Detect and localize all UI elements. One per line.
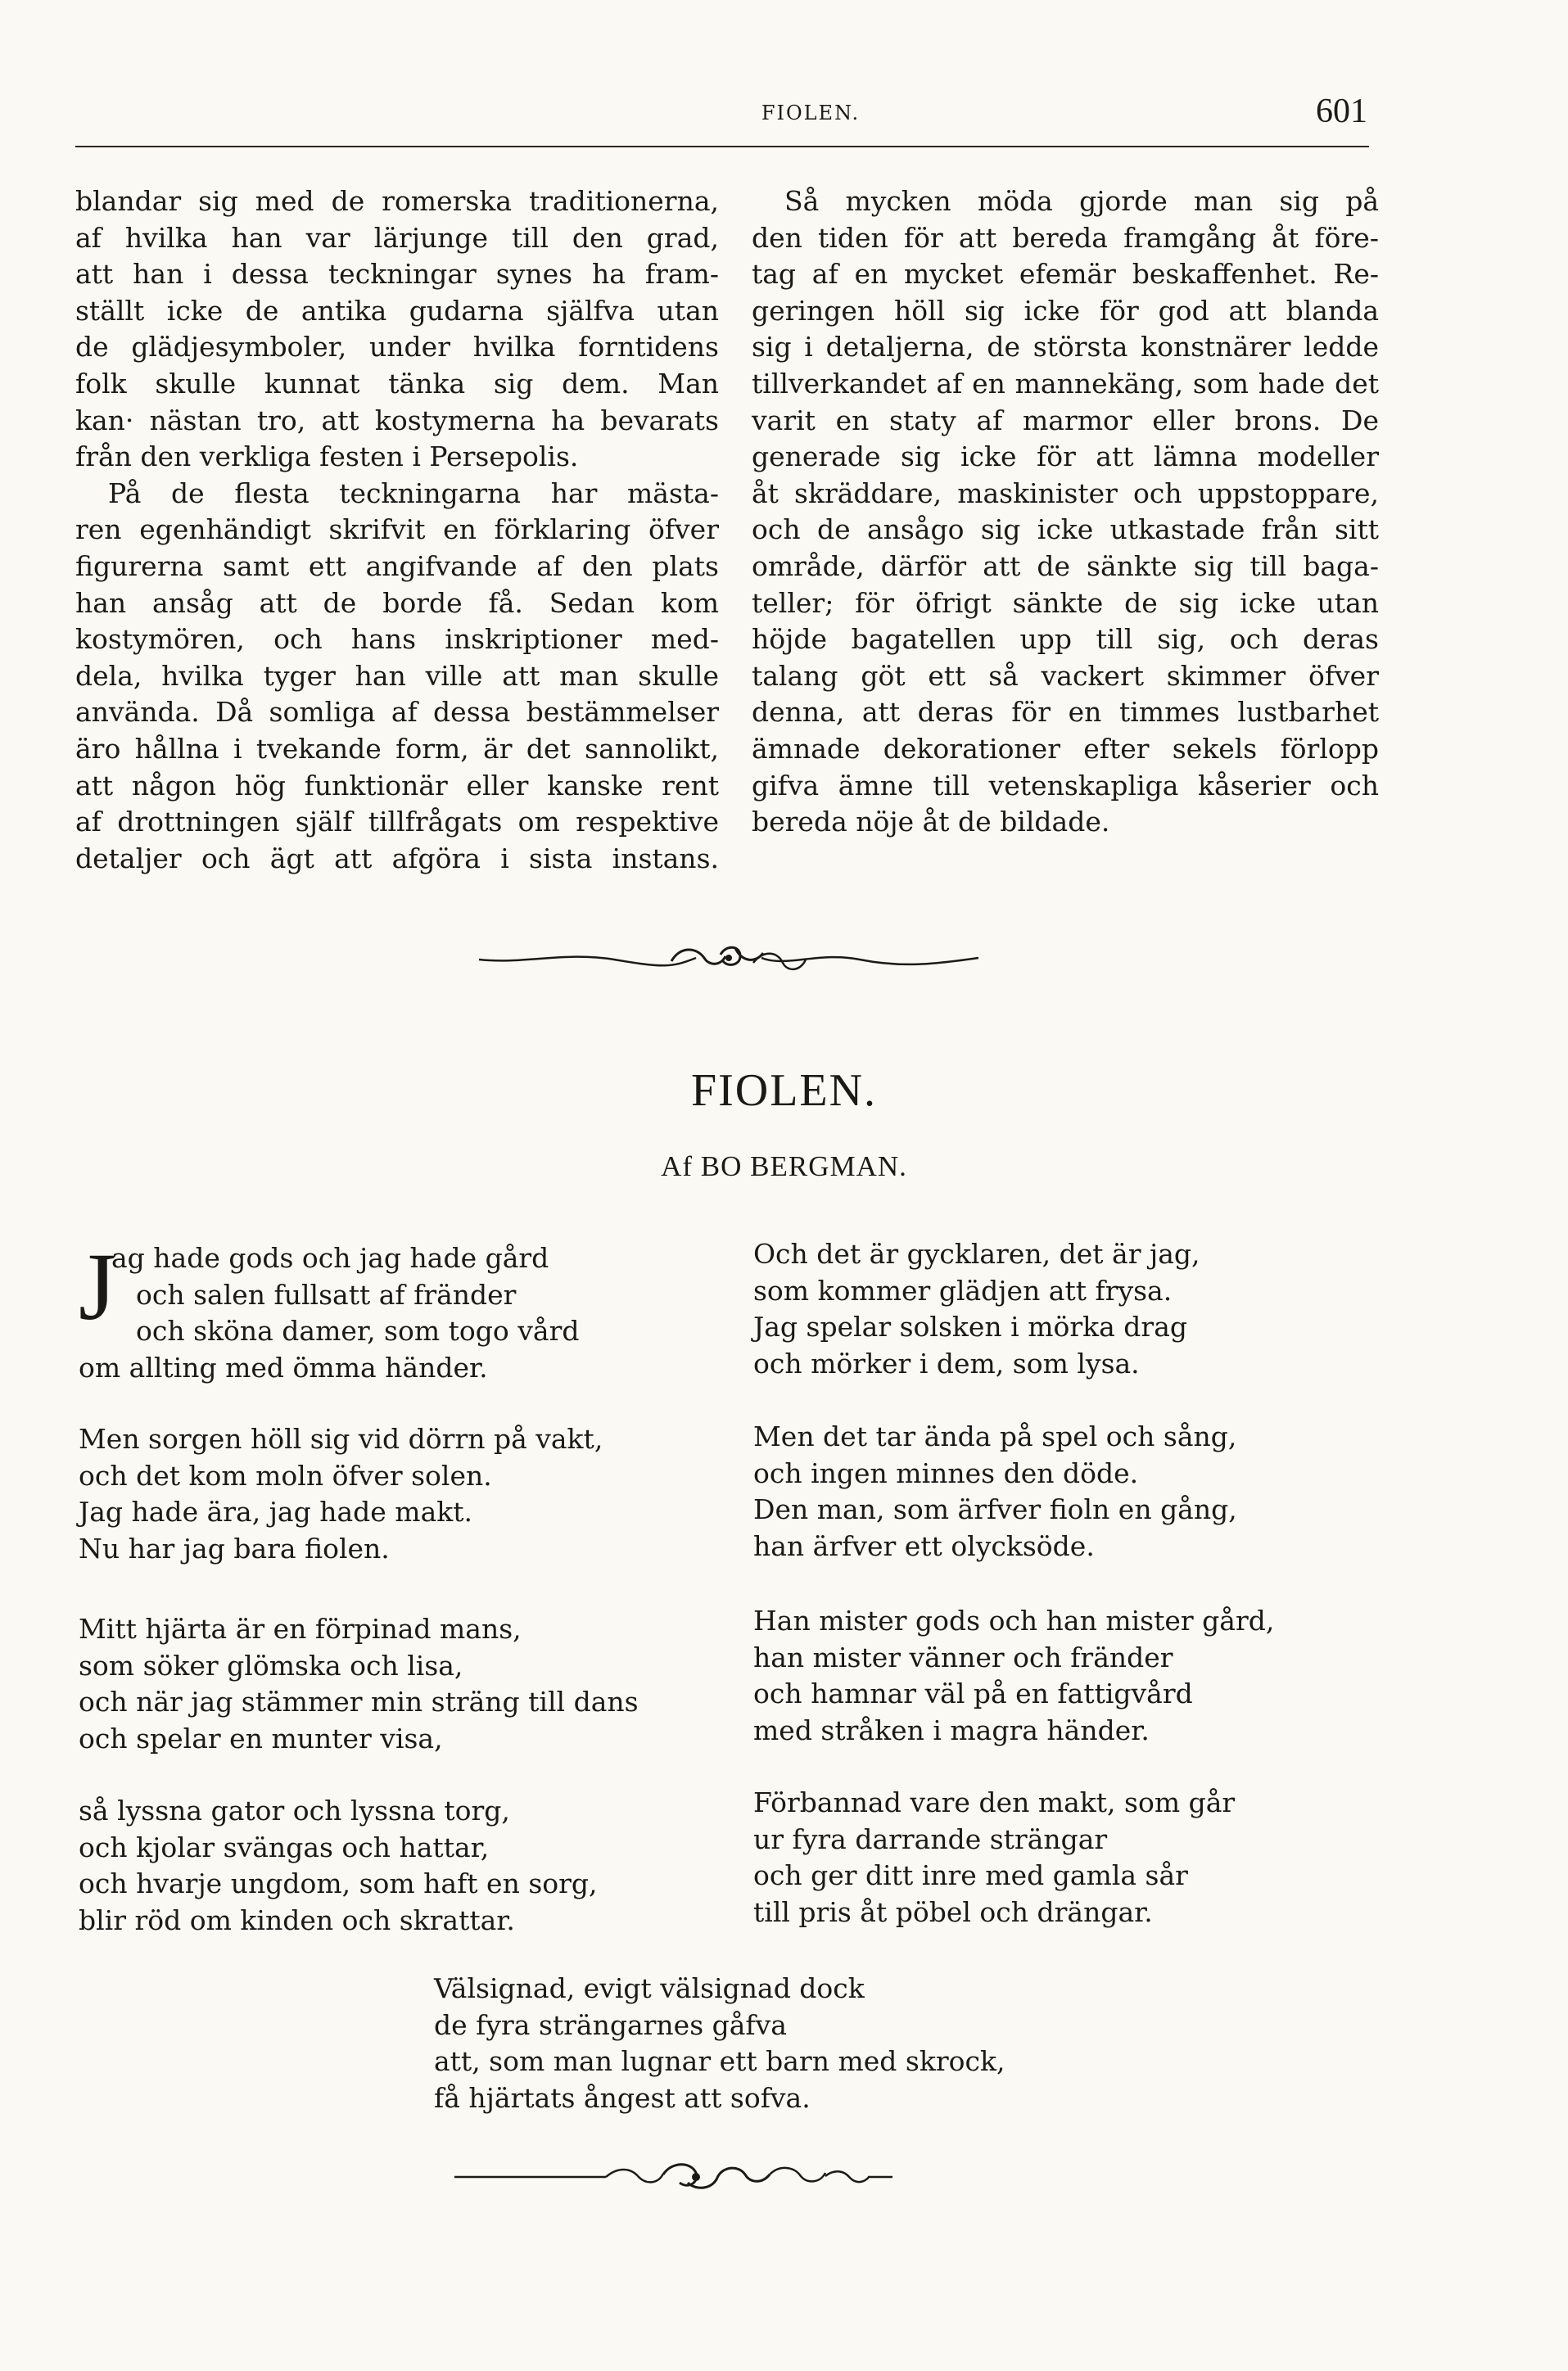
page-number: 601 [1316, 93, 1367, 130]
paragraph [75, 183, 719, 476]
verse-line: Välsignad, evigt välsignad dock [434, 1972, 865, 2004]
poem-stanza [79, 1233, 580, 1386]
poem-stanza [79, 1611, 639, 1757]
poem-stanza [753, 1419, 1237, 1565]
verse-line: så lyssna gator och lyssna torg, [79, 1795, 510, 1827]
verse-line: han ärfver ett olycksöde. [753, 1529, 1095, 1562]
poem-author: Af BO BERGMAN. [661, 1150, 907, 1182]
section-divider-ornament [475, 940, 983, 976]
text-line: ämnade dekorationer efter sekels förlopp [752, 732, 1379, 765]
text-line: område, därför att de sänkte sig till baga- [752, 549, 1379, 582]
text-line: geringen höll sig icke för god att blanda [752, 294, 1379, 327]
text-line: af hvilka han var lärjunge till den grad, [75, 221, 719, 254]
verse-line: och när jag stämmer min sträng till dans [79, 1686, 639, 1718]
text-line: Så mycken möda gjorde man sig på [784, 185, 1379, 217]
text-line: af drottningen själf tillfrågats om respektive [75, 806, 719, 838]
text-line: På de flesta teckningarna har mästa- [108, 476, 719, 509]
poem-stanza [79, 1793, 598, 1939]
article-left-column [75, 183, 719, 877]
verse-line: och salen fullsatt af fränder [136, 1278, 517, 1311]
text-line: varit en staty af marmor eller brons. De [752, 404, 1379, 436]
verse-line: och kjolar svängas och hattar, [79, 1831, 490, 1863]
verse-line: ur fyra darrande strängar [753, 1822, 1108, 1855]
text-line: att någon hög funktionär eller kanske rent [75, 769, 719, 802]
text-line: kan· nästan tro, att kostymerna ha bevarats [75, 404, 719, 436]
verse-line: Förbannad vare den makt, som går [753, 1786, 1236, 1818]
verse-line: och det kom moln öfver solen. [79, 1459, 492, 1492]
poem-stanza [753, 1785, 1235, 1931]
verse-line: Jag hade ära, jag hade makt. [79, 1496, 472, 1528]
verse-line: de fyra strängarnes gåfva [434, 2008, 787, 2041]
text-line: sig i detaljerna, de största konstnärer ledde [752, 331, 1379, 364]
text-line: detaljer och ägt att afgöra i sista instans. [75, 842, 719, 874]
text-line: dela, hvilka tyger han ville att man skulle [75, 659, 719, 692]
verse-line: och hamnar väl på en fattigvård [753, 1678, 1193, 1709]
text-line: bereda nöje åt de bildade. [752, 806, 1110, 838]
text-line: använda. Då somliga af dessa bestämmelser [75, 696, 719, 729]
verse-line: han mister vänner och fränder [753, 1641, 1173, 1673]
article-right-column [752, 183, 1379, 841]
text-line: äro hållna i tvekande form, är det sannolikt, [75, 732, 719, 765]
verse-line: och ger ditt inre med gamla sår [753, 1859, 1188, 1891]
verse-line: och sköna damer, som togo vård [136, 1315, 580, 1347]
verse-line: till pris åt pöbel och drängar. [753, 1895, 1153, 1928]
text-line: talang göt ett så vackert skimmer öfver [752, 659, 1379, 692]
verse-line: Den man, som ärfver fioln en gång, [753, 1493, 1237, 1525]
text-line: figurerna samt ett angifvande af den plats [75, 549, 719, 582]
poem-stanza [753, 1603, 1274, 1749]
verse-line: som kommer glädjen att frysa. [753, 1274, 1173, 1307]
text-line: folk skulle kunnat tänka sig dem. Man [75, 367, 719, 400]
drop-cap: J [79, 1233, 116, 1340]
text-line: kostymören, och hans inskriptioner med- [75, 623, 719, 656]
end-ornament [450, 2158, 974, 2196]
text-line: han ansåg att de borde få. Sedan kom [75, 586, 719, 619]
header-rule [75, 146, 1369, 147]
verse-line: Jag spelar solsken i mörka drag [753, 1311, 1187, 1343]
poem-stanza [753, 1236, 1200, 1382]
verse-line: att, som man lugnar ett barn med skrock, [434, 2045, 1005, 2077]
text-line: tag af en mycket efemär beskaffenhet. Re- [752, 258, 1379, 291]
verse-line: och spelar en munter visa, [79, 1722, 443, 1755]
text-line: höjde bagatellen upp till sig, och deras [752, 623, 1379, 656]
text-line: generade sig icke för att lämna modeller [752, 440, 1379, 473]
text-line: att han i dessa teckningar synes ha fram- [75, 258, 719, 291]
text-line: tillverkandet af en mannekäng, som hade det [752, 367, 1379, 400]
verse-line: ag hade gods och jag hade gård [111, 1242, 549, 1274]
verse-line: och ingen minnes den döde. [753, 1456, 1139, 1489]
text-line: ren egenhändigt skrifvit en förklaring öfver [75, 513, 719, 546]
verse-line: med stråken i magra händer. [753, 1714, 1150, 1746]
text-line: åt skräddare, maskinister och uppstoppare, [752, 476, 1379, 509]
verse-line: om allting med ömma händer. [79, 1351, 488, 1384]
text-line: denna, att deras för en timmes lustbarhet [752, 696, 1379, 729]
text-line: blandar sig med de romerska traditionerna, [75, 185, 719, 217]
verse-line: och mörker i dem, som lysa. [753, 1347, 1140, 1380]
verse-line: Nu har jag bara fiolen. [79, 1532, 390, 1565]
paragraph [75, 476, 719, 878]
poem-stanza [79, 1421, 603, 1567]
verse-line: Och det är gycklaren, det är jag, [753, 1238, 1200, 1270]
poem-title: FIOLEN. [690, 1065, 878, 1116]
poem-stanza [434, 1971, 1005, 2116]
verse-line: och hvarje ungdom, som haft en sorg, [79, 1867, 598, 1899]
verse-line: som söker glömska och lisa, [79, 1649, 463, 1682]
verse-line: blir röd om kinden och skrattar. [79, 1904, 515, 1936]
verse-line: Men det tar ända på spel och sång, [753, 1420, 1237, 1452]
text-line: från den verkliga festen i Persepolis. [75, 440, 579, 473]
text-line: gifva ämne till vetenskapliga kåserier och [752, 769, 1379, 802]
verse-line: Men sorgen höll sig vid dörrn på vakt, [79, 1423, 603, 1455]
text-line: den tiden för att bereda framgång åt före- [752, 221, 1379, 254]
text-line: de glädjesymboler, under hvilka forntidens [75, 331, 719, 364]
text-line: teller; för öfrigt sänkte de sig icke utan [752, 586, 1379, 619]
verse-line: få hjärtats ångest att sofva. [434, 2081, 811, 2114]
text-line: och de ansågo sig icke utkastade från sitt [752, 513, 1379, 546]
text-line: ställt icke de antika gudarna själfva utan [75, 294, 719, 327]
paragraph [752, 183, 1379, 841]
verse-line: Mitt hjärta är en förpinad mans, [79, 1613, 522, 1645]
running-header: FIOLEN. [761, 102, 861, 124]
verse-line: Han mister gods och han mister gård, [753, 1605, 1275, 1637]
